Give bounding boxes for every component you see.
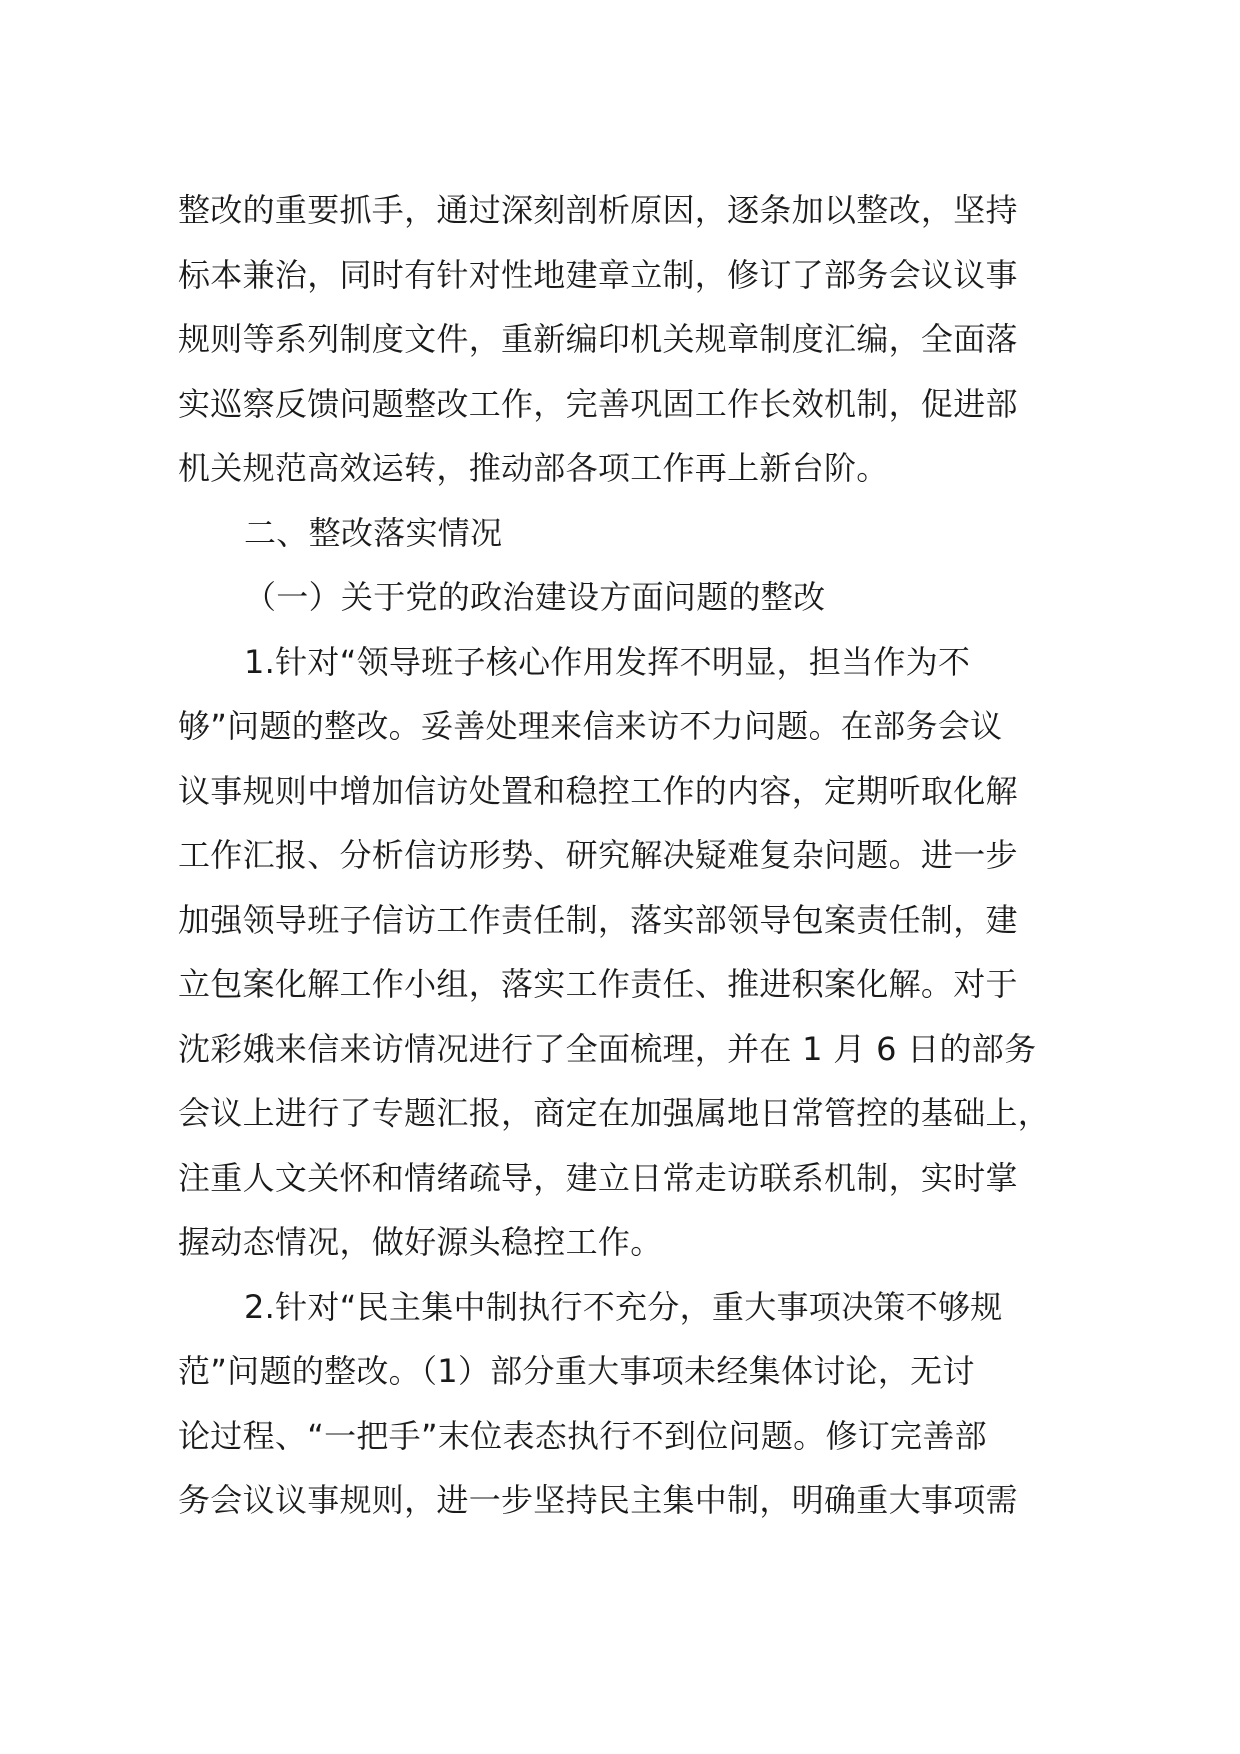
text-line: 务会议议事规则，进一步坚持民主集中制，明确重大事项需 <box>178 1481 1018 1519</box>
text-line: 注重人文关怀和情绪疏导，建立日常走访联系机制，实时掌 <box>178 1158 1018 1197</box>
text-line: 够”问题的整改。妥善处理来信来访不力问题。在部务会议 <box>178 707 1003 745</box>
text-line: 范”问题的整改。（1）部分重大事项未经集体讨论，无讨 <box>178 1352 975 1390</box>
section-heading: 二、整改落实情况 <box>244 513 503 552</box>
paragraph-start: 1.针对“领导班子核心作用发挥不明显，担当作为不 <box>244 642 971 681</box>
text-line: 规则等系列制度文件，重新编印机关规章制度汇编，全面落 <box>178 320 1018 358</box>
text-line: 沈彩娥来信来访情况进行了全面梳理，并在 1 月 6 日的部务 <box>178 1029 1037 1068</box>
text-line: 会议上进行了专题汇报，商定在加强属地日常管控的基础上， <box>178 1094 1051 1132</box>
paragraph-start: 2.针对“民主集中制执行不充分，重大事项决策不够规 <box>244 1287 1003 1326</box>
text-line: 实巡察反馈问题整改工作，完善巩固工作长效机制，促进部 <box>178 384 1018 423</box>
text-line: 标本兼治，同时有针对性地建章立制，修订了部务会议议事 <box>178 255 1018 294</box>
document-body <box>178 178 1078 1533</box>
text-line: 握动态情况，做好源头稳控工作。 <box>178 1223 663 1261</box>
text-line: 工作汇报、分析信访形势、研究解决疑难复杂问题。进一步 <box>178 836 1018 874</box>
text-line: 加强领导班子信访工作责任制，落实部领导包案责任制，建 <box>178 900 1018 939</box>
subsection-heading: （一）关于党的政治建设方面问题的整改 <box>244 578 826 616</box>
text-line: 议事规则中增加信访处置和稳控工作的内容，定期听取化解 <box>178 771 1018 810</box>
text-line: 论过程、“一把手”末位表态执行不到位问题。修订完善部 <box>178 1416 987 1455</box>
text-line: 立包案化解工作小组，落实工作责任、推进积案化解。对于 <box>178 965 1018 1003</box>
text-line: 整改的重要抓手，通过深刻剖析原因，逐条加以整改，坚持 <box>178 191 1018 229</box>
text-line: 机关规范高效运转，推动部各项工作再上新台阶。 <box>178 449 889 487</box>
